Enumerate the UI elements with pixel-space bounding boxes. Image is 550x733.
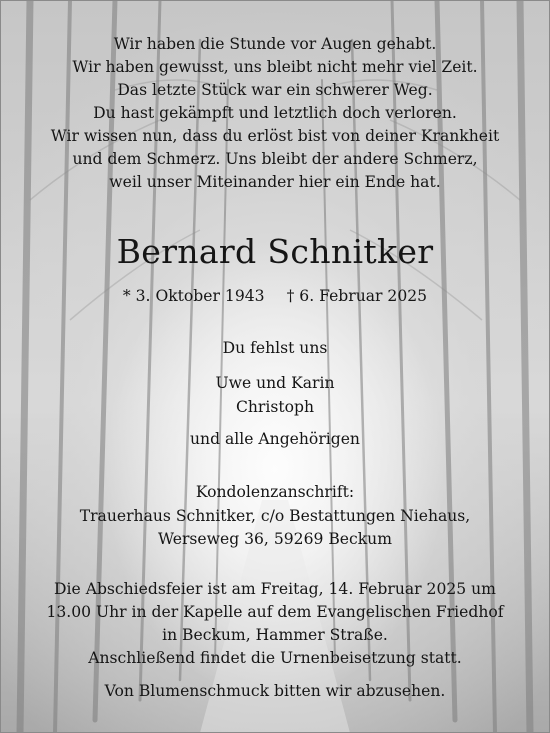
poem-line-2: Wir haben gewusst, uns bleibt nicht mehr viel Zeit.: [72, 58, 478, 76]
condolence-line-2: Werseweg 36, 59269 Beckum: [158, 530, 392, 548]
poem-line-1: Wir haben die Stunde vor Augen gehabt.: [113, 35, 437, 53]
mourner-name-2: Christoph: [235, 398, 315, 416]
ceremony-line-2: 13.00 Uhr in der Kapelle auf dem Evangelischen Friedhof: [46, 603, 504, 621]
condolence-heading: Kondolenzanschrift:: [195, 483, 355, 501]
condolence-line-1: Trauerhaus Schnitker, c/o Bestattungen Niehaus,: [79, 507, 471, 525]
ceremony-line-3: in Beckum, Hammer Straße.: [162, 626, 388, 644]
deceased-name: Bernard Schnitker: [116, 232, 434, 271]
poem-line-4: Du hast gekämpft und letztlich doch verloren.: [93, 104, 457, 122]
poem-line-3: Das letzte Stück war ein schwerer Weg.: [117, 81, 433, 99]
mourners-others: und alle Angehörigen: [190, 430, 360, 448]
ceremony-line-4: Anschließend findet die Urnenbeisetzung statt.: [88, 649, 462, 667]
life-dates: [0, 285, 550, 307]
ceremony-line-1: Die Abschiedsfeier ist am Freitag, 14. Februar 2025 um: [54, 580, 496, 598]
poem-line-5: Wir wissen nun, dass du erlöst bist von deiner Krankheit: [50, 127, 500, 145]
poem-line-6: und dem Schmerz. Uns bleibt der andere Schmerz,: [72, 150, 478, 168]
birth-date: * 3. Oktober 1943: [122, 287, 265, 305]
mourners-intro: Du fehlst uns: [222, 339, 328, 357]
mourner-name-1: Uwe und Karin: [215, 374, 335, 392]
flowers-note: Von Blumenschmuck bitten wir abzusehen.: [104, 682, 446, 700]
death-date: † 6. Februar 2025: [286, 287, 428, 305]
poem-line-7: weil unser Miteinander hier ein Ende hat.: [109, 173, 441, 191]
